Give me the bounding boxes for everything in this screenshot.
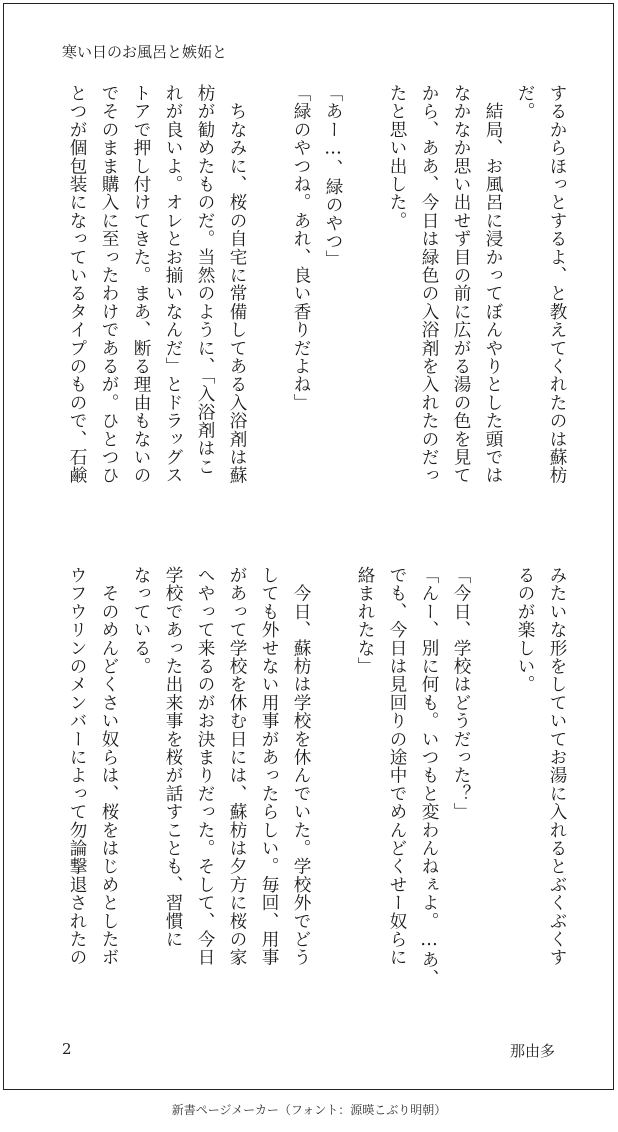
text-line: 「緑のやつね。あれ、良い香りだよね」: [291, 84, 311, 412]
book-page: [3, 3, 614, 1090]
text-line: ウフウリンのメンバーによって勿論撃退されたの: [67, 566, 87, 967]
text-line: 枋が勧めたものだ。当然のように、「入浴剤はこ: [195, 84, 215, 476]
text-line: なかなか思い出せず目の前に広がる湯の色を見て: [451, 84, 471, 485]
text-line: でそのまま購入に至ったわけであるが。ひとつひ: [99, 84, 119, 485]
text-line: 学校であった出来事を桜が話すことも、習慣に: [163, 566, 183, 949]
text-line: みたいな形をしていてお湯に入れるとぶくぶくす: [547, 566, 567, 967]
text-line: だ。: [515, 84, 535, 121]
text-line: 「あー…、緑のやつ」: [323, 84, 343, 269]
text-line: そのめんどくさい奴らは、桜をはじめとしたボ: [99, 566, 119, 967]
text-line: れが良いよ。オレとお揃いなんだ」とドラッグス: [163, 84, 183, 485]
text-line: するからほっとするよ、と教えてくれたのは蘇枋: [547, 84, 567, 485]
author-name: 那由多: [510, 1042, 556, 1060]
text-line: でも、今日は見回りの途中でめんどくせー奴らに: [387, 566, 407, 967]
text-line: るのが楽しい。: [515, 566, 535, 694]
text-line: 結局、お風呂に浸かってぼんやりとした頭では: [483, 84, 503, 485]
text-line: 「今日、学校はどうだった？」: [451, 566, 471, 821]
text-line: 「んー、別に何も。いつもと変わんねぇよ。…あ、: [419, 566, 439, 987]
text-line: ちなみに、桜の自宅に常備してある入浴剤は蘇: [227, 84, 247, 485]
text-line: たと思い出した。: [387, 84, 407, 230]
text-line: とつが個包装になっているタイプのもので、石鹸: [67, 84, 87, 485]
text-line: 今日、蘇枋は学校を休んでいた。学校外でどう: [291, 566, 311, 967]
footer-credit: 新書ページメーカー（フォント：源暎こぶり明朝）: [171, 1103, 447, 1117]
text-line: トアで押し付けてきた。まあ、断る理由もないの: [131, 84, 151, 485]
text-line: から、ああ、今日は緑色の入浴剤を入れたのだっ: [419, 84, 439, 485]
page-title: 寒い日のお風呂と嫉妬と: [62, 43, 228, 61]
text-line: へやって来るのがお決まりだった。そして、今日: [195, 566, 215, 967]
text-line: 絡まれたな」: [355, 566, 375, 676]
text-line: なっている。: [131, 566, 151, 676]
page-number: 2: [62, 1040, 72, 1058]
text-line: があって学校を休む日には、蘇枋は夕方に桜の家: [227, 566, 247, 967]
text-line: しても外せない用事があったらしい。毎回、用事: [259, 566, 279, 967]
